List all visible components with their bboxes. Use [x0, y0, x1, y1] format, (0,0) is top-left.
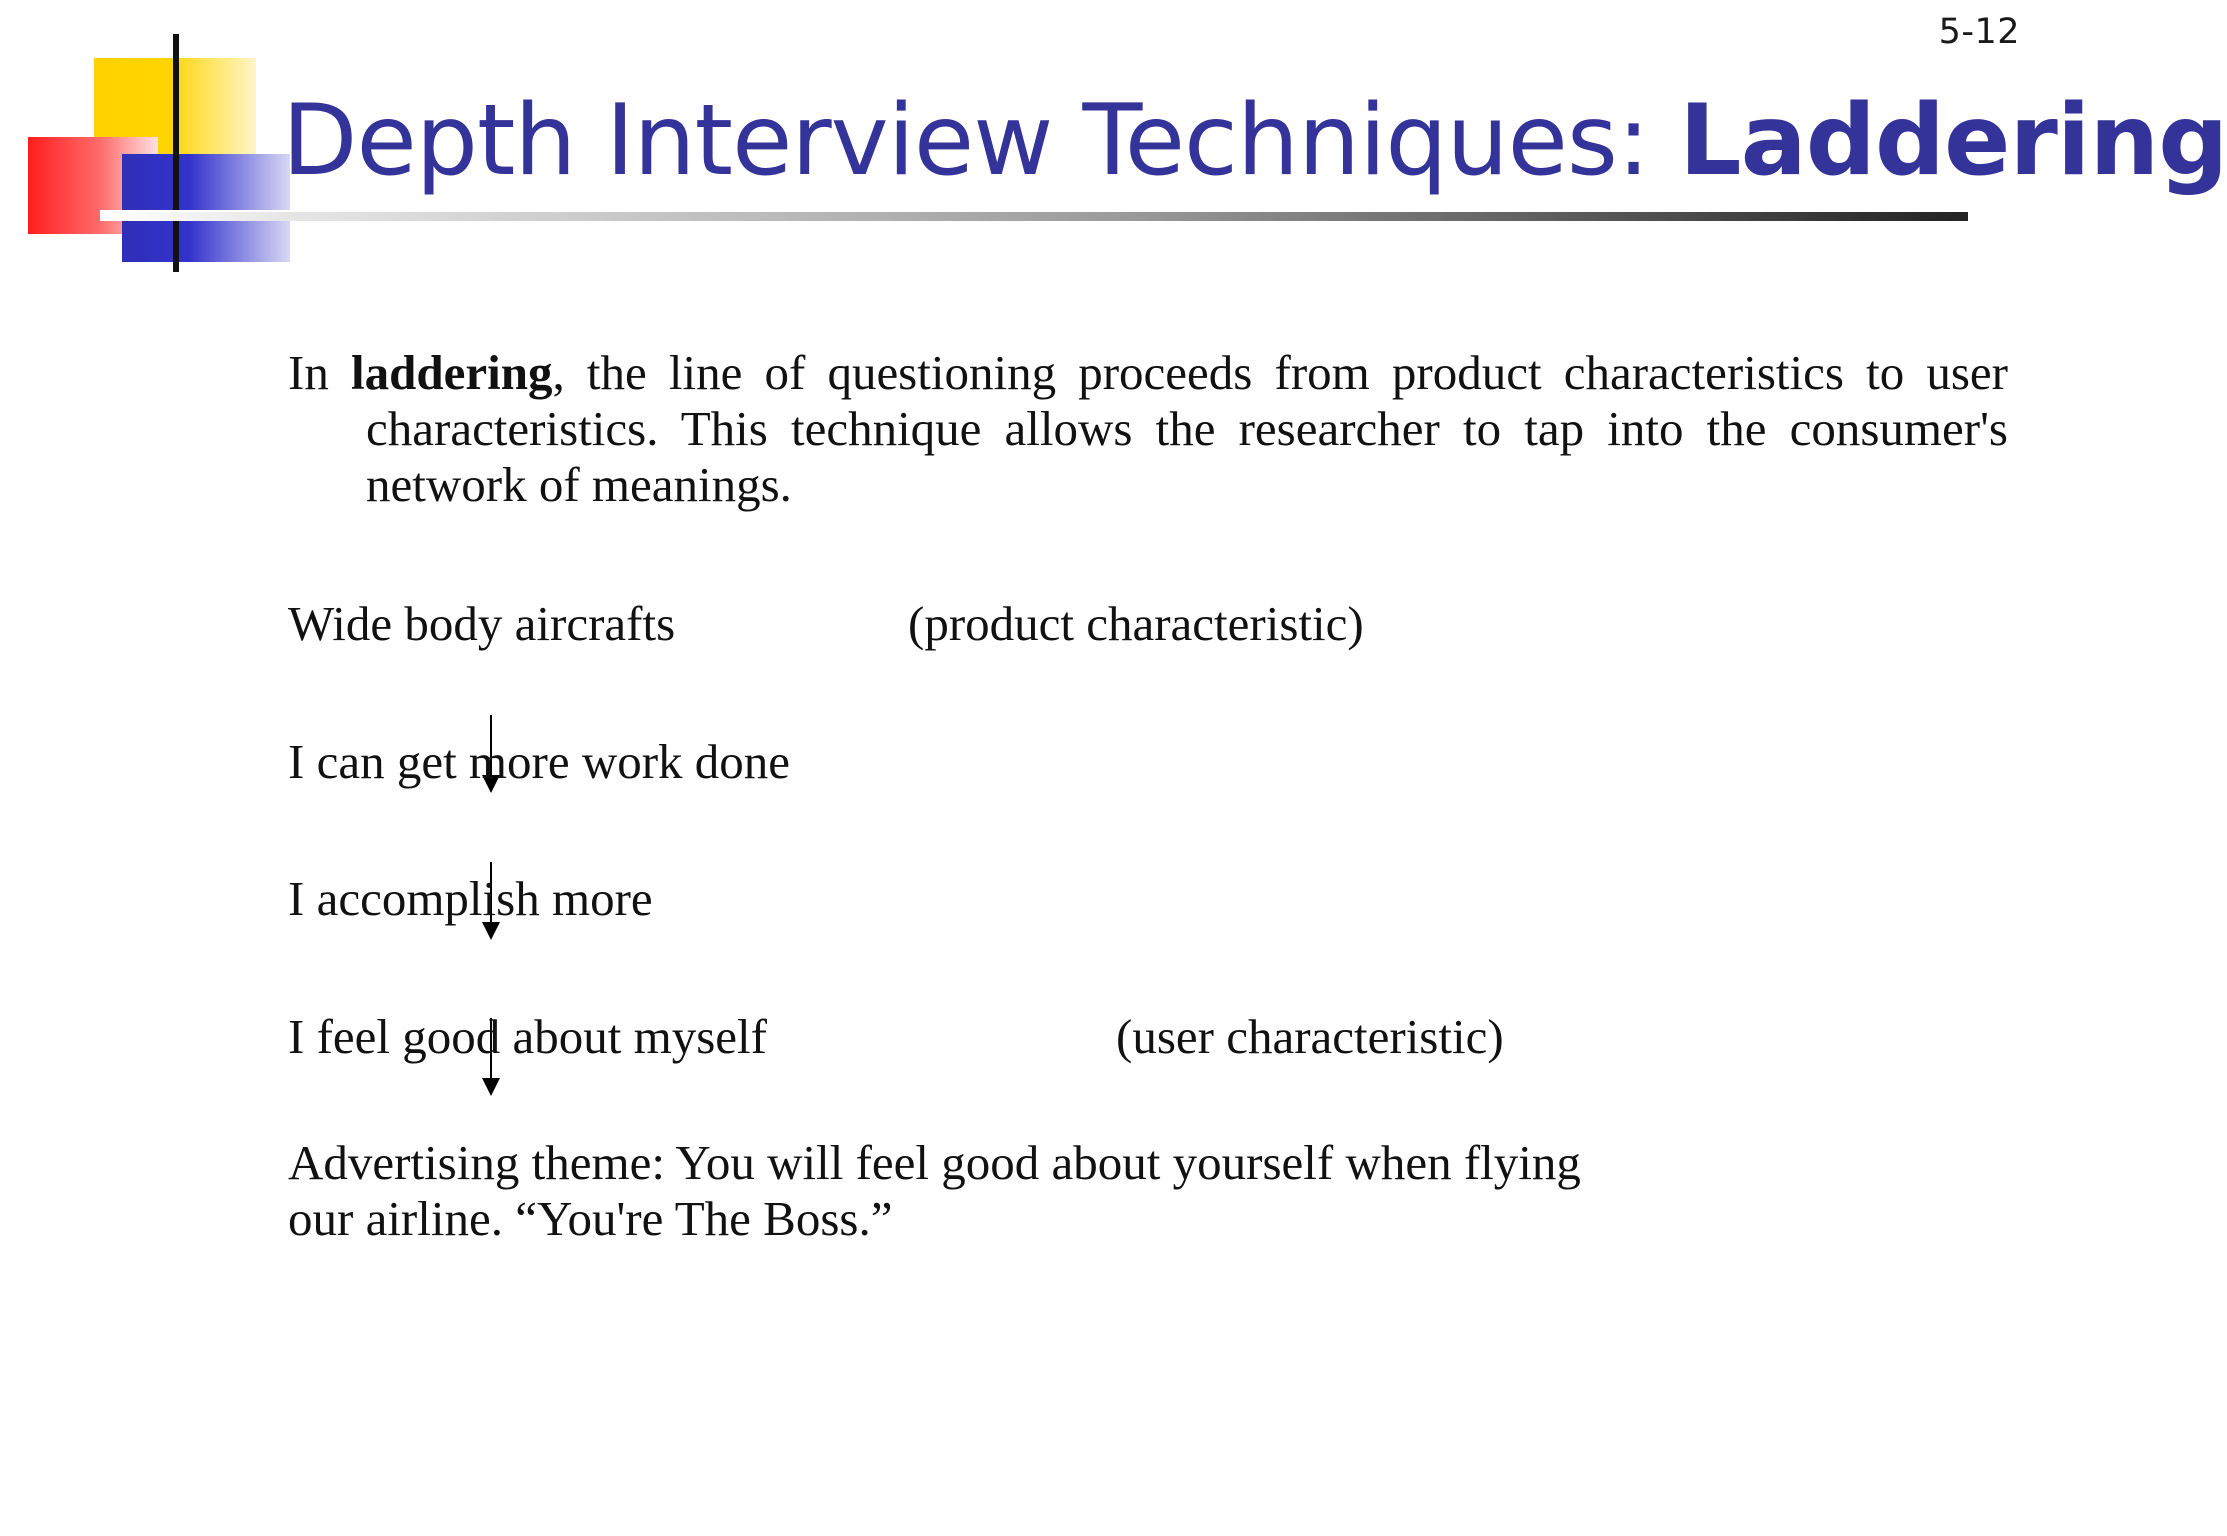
ladder-step-1-note: (product characteristic) [908, 596, 1364, 651]
theme-line-1: Advertising theme: You will feel good about yourself when flying [288, 1135, 1581, 1190]
theme-line-2: our airline. “You're The Boss.” [288, 1191, 893, 1246]
page-title [282, 84, 2227, 198]
intro-rest: , the line of questioning proceeds from product characteristics to user characteristics. This technique allows the researcher to tap into the consumer's network of meanings. [366, 345, 2008, 512]
title-underline [100, 212, 1968, 221]
ladder-step-4: I feel good about myself [288, 1009, 767, 1064]
blue-square [122, 154, 290, 262]
vertical-bar [173, 34, 179, 272]
intro-paragraph [288, 345, 2008, 513]
advertising-theme [288, 1135, 1738, 1247]
ladder-step-4-note: (user characteristic) [1116, 1009, 1504, 1064]
intro-lead: In [288, 345, 351, 400]
title-prefix: Depth Interview Techniques: [282, 84, 1680, 198]
title-emphasis: Laddering [1679, 84, 2227, 198]
ladder-step-2: I can get more work done [288, 734, 791, 789]
decorative-logo-blocks [0, 0, 300, 280]
ladder-step-3: I accomplish more [288, 871, 653, 926]
slide-number: 5-12 [1938, 12, 2020, 52]
intro-term: laddering [350, 345, 553, 400]
ladder-step-1: Wide body aircrafts [288, 596, 676, 651]
